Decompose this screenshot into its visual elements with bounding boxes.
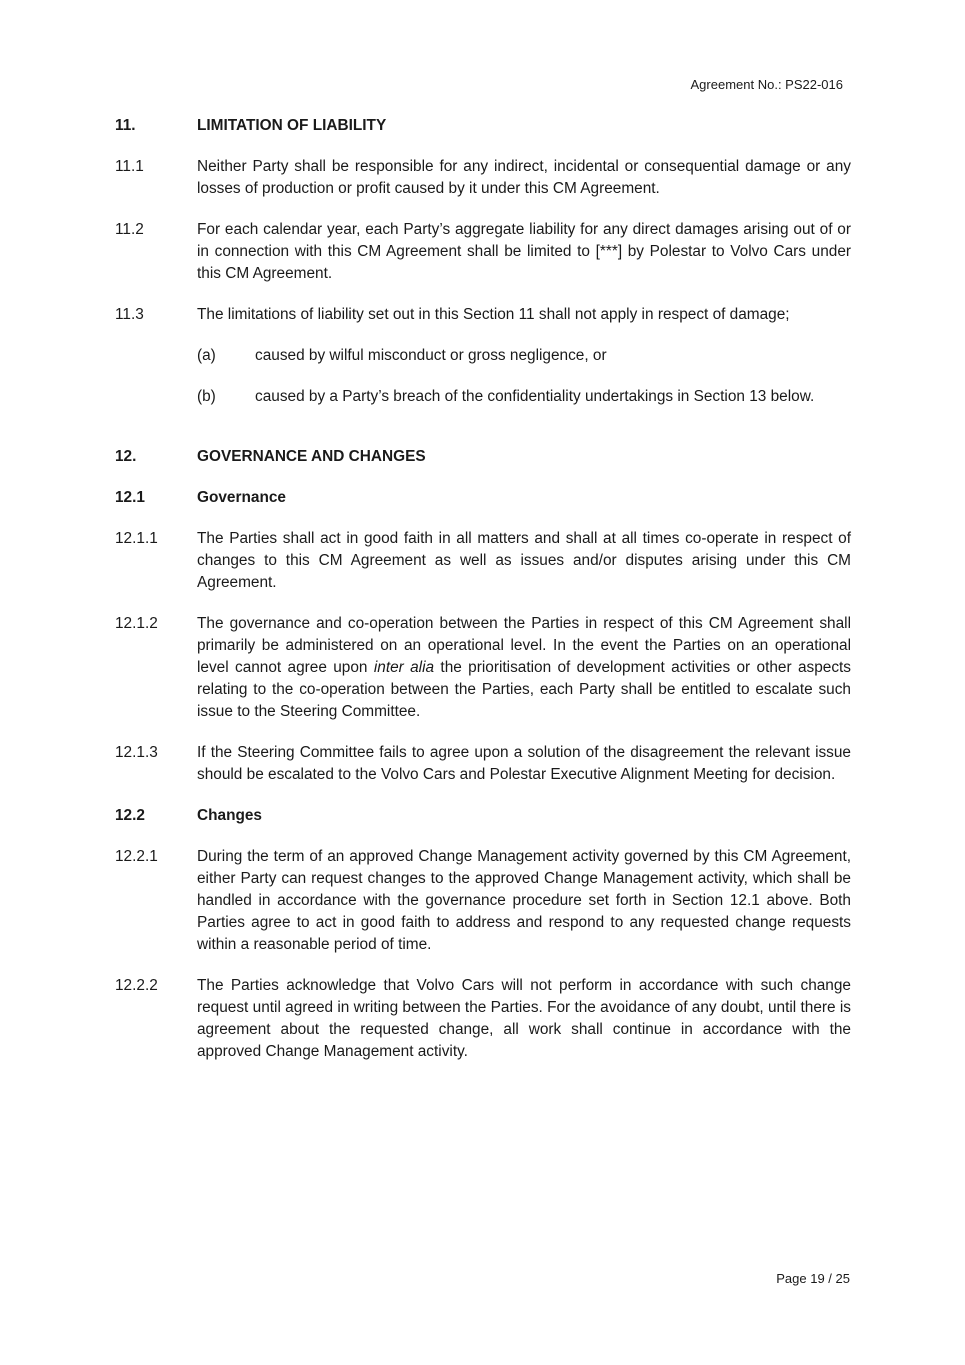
section-title: GOVERNANCE AND CHANGES	[197, 448, 426, 465]
clause-text: For each calendar year, each Party’s aggregate liability for any direct damages arising out of or in connection with this CM Agreement shall be limited to [***] by Polestar to Volvo Cars under this CM Agreement.	[197, 221, 851, 282]
clause-text: The limitations of liability set out in this Section 11 shall not apply in respect of damage;	[197, 306, 790, 323]
section-number: 12.	[115, 448, 137, 465]
clause-number: 12.2.2	[115, 977, 158, 994]
clause-12-1-2	[115, 613, 851, 723]
subsection-number: 12.1	[115, 489, 145, 506]
clause-12-2-1	[115, 846, 851, 956]
list-text: caused by wilful misconduct or gross negligence, or	[255, 347, 607, 364]
clause-11-1	[115, 156, 851, 200]
subsection-12-2-heading	[115, 805, 851, 827]
clause-number: 12.1.2	[115, 615, 158, 632]
list-letter: (a)	[197, 347, 216, 364]
clause-11-2	[115, 219, 851, 285]
list-letter: (b)	[197, 388, 216, 405]
section-title: LIMITATION OF LIABILITY	[197, 117, 387, 134]
clause-text-part: the prioritisation of development activities or other aspects relating to the co-operation between the Parties, each Party shall be entitled to escalate such issue to the Steering Committee.	[197, 659, 851, 720]
clause-number: 11.3	[115, 306, 144, 323]
page-number: Page 19 / 25	[776, 1271, 850, 1286]
section-number: 11.	[115, 117, 136, 134]
list-item-b	[197, 386, 851, 408]
list-text: caused by a Party’s breach of the confidentiality undertakings in Section 13 below.	[255, 388, 815, 405]
clause-12-1-1	[115, 528, 851, 594]
clause-12-1-3	[115, 742, 851, 786]
agreement-number: Agreement No.: PS22-016	[690, 77, 843, 92]
clause-number: 12.1.1	[115, 530, 158, 547]
clause-text: Neither Party shall be responsible for any indirect, incidental or consequential damage or any losses of production or profit caused by it under this CM Agreement.	[197, 158, 851, 197]
subsection-number: 12.2	[115, 807, 145, 824]
section-11-heading	[115, 115, 851, 137]
subsection-title: Changes	[197, 807, 262, 824]
spacer	[115, 427, 851, 446]
clause-text-part: The governance and co-operation between the Parties in respect of this CM Agreement shall primarily be administered on an operational level. In the event the Parties on an operational level cannot agree upon	[197, 615, 851, 676]
clause-text	[197, 613, 851, 723]
clause-text: During the term of an approved Change Management activity governed by this CM Agreement, either Party can request changes to the approved Change Management activity, which shall be handled in accordance with the governance procedure set forth in Section 12.1 above. Both Parties agree to act in good faith to address and respond to any requested change requests within a reasonable period of time.	[197, 848, 851, 953]
subsection-title: Governance	[197, 489, 286, 506]
clause-number: 11.1	[115, 158, 144, 175]
clause-11-3	[115, 304, 851, 326]
subsection-12-1-heading	[115, 487, 851, 509]
italic-phrase: inter alia	[373, 659, 435, 676]
section-12-heading	[115, 446, 851, 468]
document-body	[115, 115, 851, 1082]
clause-12-2-2	[115, 975, 851, 1063]
list-item-a	[197, 345, 851, 367]
clause-number: 12.1.3	[115, 744, 158, 761]
clause-number: 12.2.1	[115, 848, 158, 865]
clause-text: The Parties shall act in good faith in all matters and shall at all times co-operate in respect of changes to this CM Agreement as well as issues and/or disputes arising under this CM Agreement.	[197, 530, 851, 591]
clause-number: 11.2	[115, 221, 144, 238]
clause-text: If the Steering Committee fails to agree upon a solution of the disagreement the relevant issue should be escalated to the Volvo Cars and Polestar Executive Alignment Meeting for decision.	[197, 744, 851, 783]
clause-text: The Parties acknowledge that Volvo Cars will not perform in accordance with such change request until agreed in writing between the Parties. For the avoidance of any doubt, until there is agreement about the requested change, all work shall continue in accordance with the approved Change Management activity.	[197, 977, 851, 1060]
